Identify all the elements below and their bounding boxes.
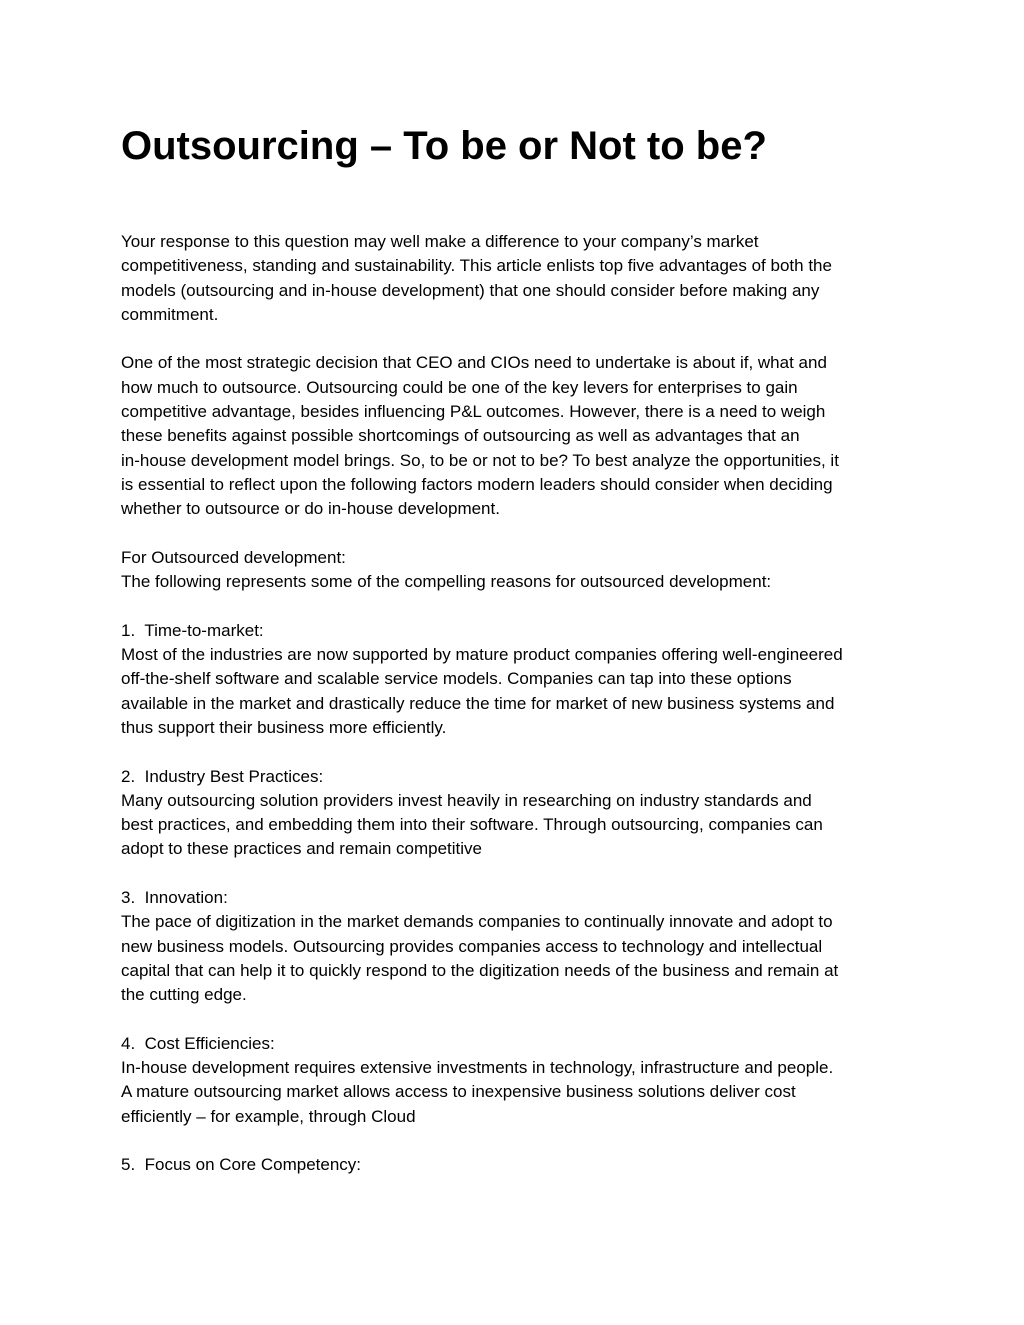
- intro-paragraph: [121, 230, 911, 327]
- document-body: [121, 230, 911, 1202]
- outsourced-intro-line: The following represents some of the compelling reasons for outsourced development:: [121, 572, 772, 592]
- list-item-core-competency: [121, 1153, 911, 1177]
- strategy-line: One of the most strategic decision that CEO and CIOs need to undertake is about if, what and: [121, 353, 827, 373]
- item-line: In-house development requires extensive investments in technology, infrastructure and people.: [121, 1058, 834, 1078]
- item-line: best practices, and embedding them into their software. Through outsourcing, companies can: [121, 815, 823, 835]
- item-line: efficiently – for example, through Cloud: [121, 1106, 416, 1126]
- item-line: off-the-shelf software and scalable service models. Companies can tap into these options: [121, 669, 792, 689]
- item-heading: 4. Cost Efficiencies:: [121, 1033, 275, 1053]
- strategy-line: how much to outsource. Outsourcing could be one of the key levers for enterprises to gain: [121, 377, 798, 397]
- item-line: Many outsourcing solution providers invest heavily in researching on industry standards and: [121, 790, 812, 810]
- intro-line: models (outsourcing and in-house development) that one should consider before making any: [121, 280, 820, 300]
- strategy-line: whether to outsource or do in-house development.: [121, 499, 500, 519]
- strategy-line: these benefits against possible shortcomings of outsourcing as well as advantages that an: [121, 426, 800, 446]
- intro-line: competitiveness, standing and sustainability. This article enlists top five advantages of both the: [121, 256, 832, 276]
- strategy-line: is essential to reflect upon the following factors modern leaders should consider when deciding: [121, 474, 833, 494]
- item-line: adopt to these practices and remain competitive: [121, 839, 482, 859]
- item-line: The pace of digitization in the market demands companies to continually innovate and adopt to: [121, 912, 833, 932]
- item-line: available in the market and drastically reduce the time for market of new business systems and: [121, 693, 835, 713]
- intro-line: Your response to this question may well make a difference to your company’s market: [121, 232, 759, 251]
- item-heading: 1. Time-to-market:: [121, 620, 264, 640]
- strategy-paragraph: [121, 351, 911, 521]
- strategy-line: competitive advantage, besides influencing P&L outcomes. However, there is a need to weigh: [121, 402, 826, 422]
- item-line: thus support their business more efficiently.: [121, 717, 447, 737]
- item-line: capital that can help it to quickly respond to the digitization needs of the business and remain at: [121, 960, 839, 980]
- list-item-innovation: [121, 886, 911, 1007]
- list-item-cost-efficiencies: [121, 1032, 911, 1129]
- intro-line: commitment.: [121, 304, 219, 324]
- list-item-time-to-market: [121, 619, 911, 740]
- item-line: Most of the industries are now supported by mature product companies offering well-engineered: [121, 645, 843, 665]
- item-line: the cutting edge.: [121, 985, 247, 1005]
- outsourced-intro-paragraph: [121, 546, 911, 595]
- strategy-line: in-house development model brings. So, to be or not to be? To best analyze the opportunities, it: [121, 450, 839, 470]
- item-line: new business models. Outsourcing provides companies access to technology and intellectual: [121, 936, 823, 956]
- item-heading: 3. Innovation:: [121, 888, 228, 908]
- item-heading: 2. Industry Best Practices:: [121, 766, 324, 786]
- item-heading: 5. Focus on Core Competency:: [121, 1155, 362, 1175]
- outsourced-heading: For Outsourced development:: [121, 547, 346, 567]
- document-title: Outsourcing – To be or Not to be?: [121, 124, 767, 168]
- item-line: A mature outsourcing market allows access to inexpensive business solutions deliver cost: [121, 1082, 796, 1102]
- list-item-industry-best-practices: [121, 765, 911, 862]
